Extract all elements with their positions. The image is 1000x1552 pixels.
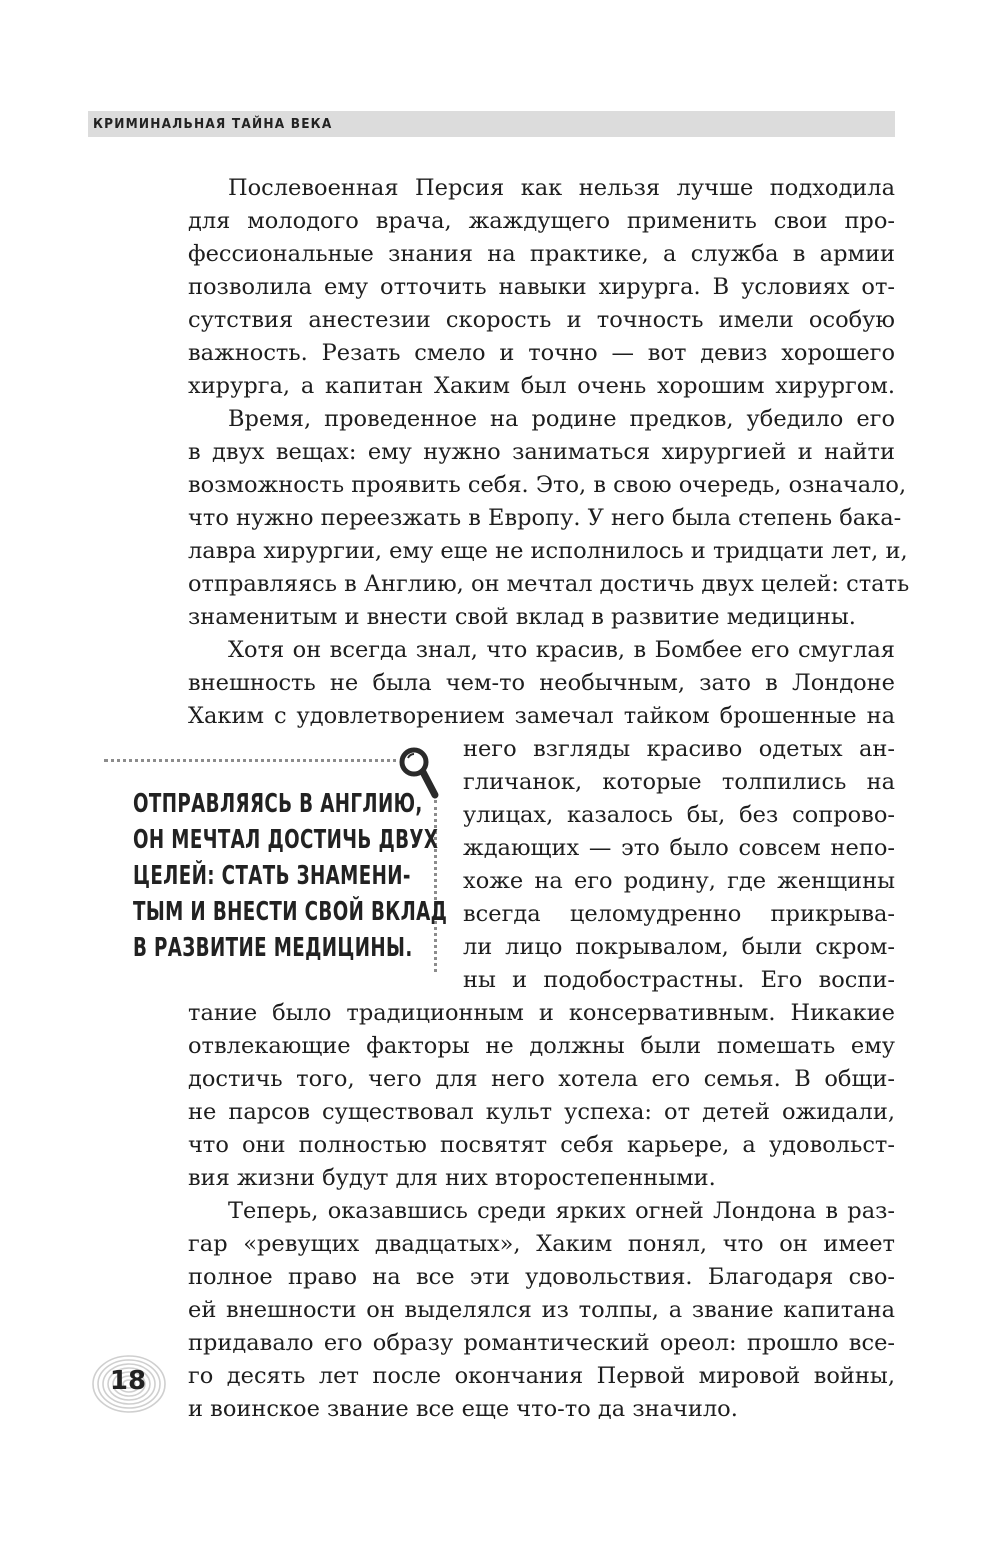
body-line: внешность не была чем-то необычным, зато в Лондоне <box>188 670 895 696</box>
body-line: что они полностью посвятят себя карьере, а удовольст- <box>188 1132 895 1158</box>
body-line: знаменитым и внести свой вклад в развитие медицины. <box>188 604 856 630</box>
body-line: ли лицо покрывалом, были скром- <box>463 934 895 960</box>
body-line: отправляясь в Англию, он мечтал достичь двух целей: стать <box>188 571 910 597</box>
body-line: гар «ревущих двадцатых», Хаким понял, что он имеет <box>188 1231 895 1257</box>
body-line: возможность проявить себя. Это, в свою очередь, означало, <box>188 472 907 498</box>
body-line: ны и подобострастны. Его воспи- <box>463 967 895 993</box>
body-line: Хотя он всегда знал, что красив, в Бомбее его смуглая <box>228 637 895 663</box>
body-line: Время, проведенное на родине предков, убедило его <box>228 406 895 432</box>
body-line: ждающих — это было совсем непо- <box>463 835 895 861</box>
page-number: 18 <box>109 1366 147 1396</box>
pull-quote-line: ОН МЕЧТАЛ ДОСТИЧЬ ДВУХ <box>133 825 439 855</box>
body-line: полное право на все эти удовольствия. Благодаря сво- <box>188 1264 895 1290</box>
body-line: него взгляды красиво одетых ан- <box>463 736 895 762</box>
pull-quote-line: ТЫМ И ВНЕСТИ СВОЙ ВКЛАД <box>133 897 448 927</box>
pull-quote-line: В РАЗВИТИЕ МЕДИЦИНЫ. <box>133 933 413 963</box>
body-line: гличанок, которые толпились на <box>463 769 895 795</box>
body-line: отвлекающие факторы не должны были помешать ему <box>188 1033 895 1059</box>
body-line: фессиональные знания на практике, а служба в армии <box>188 241 895 267</box>
pull-quote-top-border <box>104 759 404 762</box>
body-line: что нужно переезжать в Европу. У него была степень бака- <box>188 505 902 531</box>
body-line: сутствия анестезии скорость и точность имели особую <box>188 307 895 333</box>
body-line: хоже на его родину, где женщины <box>463 868 895 894</box>
body-line: ей внешности он выделялся из толпы, а звание капитана <box>188 1297 895 1323</box>
body-line: и воинское звание все еще что-то да значило. <box>188 1396 738 1422</box>
body-line: всегда целомудренно прикрыва- <box>463 901 895 927</box>
body-line: не парсов существовал культ успеха: от детей ожидали, <box>188 1099 895 1125</box>
pull-quote-line: ОТПРАВЛЯЯСЬ В АНГЛИЮ, <box>133 789 423 819</box>
body-line: важность. Резать смело и точно — вот девиз хорошего <box>188 340 895 366</box>
body-line: го десять лет после окончания Первой мировой войны, <box>188 1363 895 1389</box>
body-line: улицах, казалось бы, без сопрово- <box>463 802 895 828</box>
body-line: для молодого врача, жаждущего применить свои про- <box>188 208 895 234</box>
body-line: тание было традиционным и консервативным. Никакие <box>188 1000 895 1026</box>
body-line: в двух вещах: ему нужно заниматься хирургией и найти <box>188 439 895 465</box>
body-line: придавало его образу романтический ореол: прошло все- <box>188 1330 895 1356</box>
pull-quote-line: ЦЕЛЕЙ: СТАТЬ ЗНАМЕНИ- <box>133 861 411 891</box>
body-line: Хаким с удовлетворением замечал тайком брошенные на <box>188 703 895 729</box>
body-line: позволила ему отточить навыки хирурга. В условиях от- <box>188 274 895 300</box>
body-line: лавра хирургии, ему еще не исполнилось и тридцати лет, и, <box>188 538 908 564</box>
body-line: Теперь, оказавшись среди ярких огней Лондона в раз- <box>228 1198 895 1224</box>
body-line: Послевоенная Персия как нельзя лучше подходила <box>228 175 895 201</box>
body-line: достичь того, чего для него хотела его семья. В общи- <box>188 1066 895 1092</box>
running-header-title: КРИМИНАЛЬНАЯ ТАЙНА ВЕКА <box>93 116 333 132</box>
body-line: хирурга, а капитан Хаким был очень хорошим хирургом. <box>188 373 895 399</box>
body-line: вия жизни будут для них второстепенными. <box>188 1165 716 1191</box>
